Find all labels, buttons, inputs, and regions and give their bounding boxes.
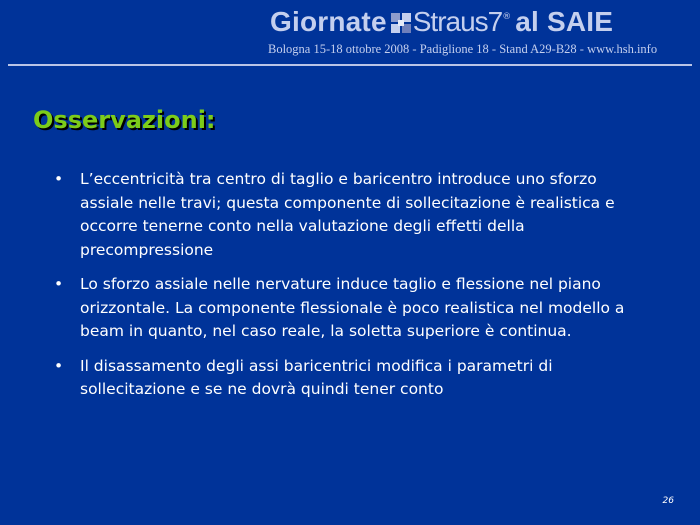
bullet-icon: •	[54, 170, 64, 188]
straus7-logo-icon	[391, 13, 411, 33]
page-number: 26	[662, 496, 674, 506]
header-registered-mark: ®	[502, 12, 512, 22]
header-title	[270, 6, 613, 40]
bullet-icon: •	[54, 275, 64, 293]
header-divider	[8, 64, 692, 66]
slide-header	[0, 0, 700, 66]
bullet-item	[54, 273, 654, 344]
header-brand-straus7: Straus7	[412, 6, 503, 37]
bullet-text: Il disassamento degli assi baricentrici modifica i parametri di sollecitazione e se ne dovrà quindi tener conto	[80, 356, 553, 398]
bullet-text: Lo sforzo assiale nelle nervature induce taglio e flessione nel piano orizzontale. La componente flessionale è poco realistica nel modello a beam in quanto, nel caso reale, la soletta superiore è continua.	[80, 275, 625, 340]
bullet-item	[54, 355, 654, 402]
bullet-icon: •	[54, 356, 64, 375]
bullet-item	[54, 168, 654, 262]
header-subtitle: Bologna 15-18 ottobre 2008 - Padiglione 18 - Stand A29-B28 - www.hsh.info	[268, 42, 658, 56]
bullet-list	[54, 168, 654, 413]
bullet-text: L’eccentricità tra centro di taglio e baricentro introduce uno sforzo assiale nelle travi; questa componente di sollecitazione è realistica e occorre tenerne conto nella valutazione degli effetti della precompressione	[80, 170, 615, 259]
header-word-giornate: Giornate	[270, 6, 387, 37]
header-word-al-saie: al SAIE	[515, 6, 614, 37]
slide-title: Osservazioni:	[33, 106, 216, 134]
